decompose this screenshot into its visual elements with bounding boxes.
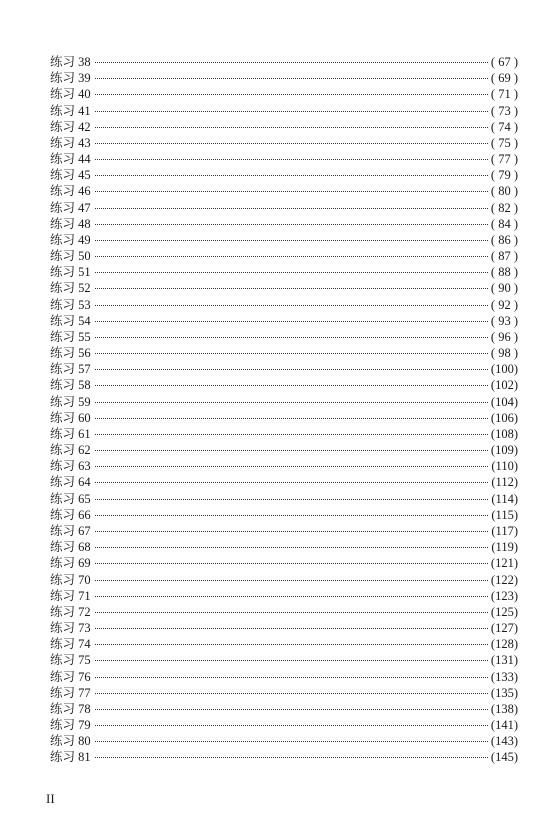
dot-leader — [95, 466, 489, 467]
toc-entry-page: (100) — [490, 362, 518, 377]
toc-entry-title: 练习 68 — [50, 540, 91, 555]
toc-entry-title: 练习 44 — [50, 152, 91, 167]
toc-entry-title: 练习 81 — [50, 750, 91, 765]
dot-leader — [95, 305, 488, 306]
toc-entry-page: ( 93 ) — [490, 313, 518, 328]
toc-entry-title: 练习 48 — [50, 216, 91, 231]
toc-entry[interactable] — [50, 685, 518, 701]
dot-leader — [95, 321, 488, 322]
dot-leader — [95, 369, 488, 370]
toc-entry-title: 练习 41 — [50, 103, 91, 118]
toc-entry-title: 练习 55 — [50, 329, 91, 344]
toc-entry[interactable] — [50, 135, 518, 151]
dot-leader — [95, 677, 488, 678]
toc-entry-page: (110) — [491, 459, 518, 474]
dot-leader — [95, 547, 489, 548]
toc-entry-title: 练习 64 — [50, 475, 91, 490]
toc-entry-page: ( 71 ) — [490, 87, 518, 102]
toc-entry-page: (138) — [490, 701, 518, 716]
dot-leader — [95, 208, 488, 209]
dot-leader — [95, 450, 488, 451]
toc-entry[interactable] — [50, 539, 518, 555]
toc-entry-page: ( 74 ) — [490, 119, 518, 134]
toc-entry-title: 练习 52 — [50, 281, 91, 296]
toc-entry-title: 练习 75 — [50, 653, 91, 668]
dot-leader — [95, 418, 488, 419]
toc-entry-title: 练习 54 — [50, 313, 91, 328]
toc-entry-page: (123) — [490, 588, 518, 603]
toc-entry-title: 练习 43 — [50, 135, 91, 150]
dot-leader — [95, 482, 489, 483]
toc-entry-title: 练习 46 — [50, 184, 91, 199]
toc-entry-title: 练习 60 — [50, 410, 91, 425]
toc-entry-page: (106) — [490, 410, 518, 425]
toc-entry-title: 练习 77 — [50, 685, 91, 700]
toc-entry-page: (145) — [490, 750, 518, 765]
toc-entry[interactable] — [50, 167, 518, 183]
toc-entry[interactable] — [50, 345, 518, 361]
toc-entry-title: 练习 69 — [50, 556, 91, 571]
toc-entry-title: 练习 80 — [50, 734, 91, 749]
toc-entry[interactable] — [50, 394, 518, 410]
toc-entry-page: ( 98 ) — [490, 346, 518, 361]
toc-entry[interactable] — [50, 555, 518, 571]
dot-leader — [95, 143, 488, 144]
dot-leader — [95, 644, 488, 645]
toc-entry-title: 练习 50 — [50, 249, 91, 264]
toc-entry-title: 练习 47 — [50, 200, 91, 215]
dot-leader — [95, 402, 488, 403]
toc-entry-page: (135) — [490, 685, 518, 700]
toc-entry-title: 练习 79 — [50, 718, 91, 733]
toc-entry[interactable] — [50, 183, 518, 199]
toc-entry[interactable] — [50, 86, 518, 102]
dot-leader — [95, 224, 488, 225]
dot-leader — [95, 159, 488, 160]
dot-leader — [95, 78, 488, 79]
toc-entry-page: (127) — [490, 621, 518, 636]
toc-entry-title: 练习 78 — [50, 701, 91, 716]
dot-leader — [95, 240, 488, 241]
toc-entry-page: (119) — [491, 540, 518, 555]
toc-entry-title: 练习 66 — [50, 507, 91, 522]
toc-entry-page: ( 92 ) — [490, 297, 518, 312]
toc-entry[interactable] — [50, 636, 518, 652]
toc-entry-title: 练习 67 — [50, 523, 91, 538]
toc-entry[interactable] — [50, 491, 518, 507]
dot-leader — [95, 660, 488, 661]
toc-entry-title: 练习 73 — [50, 621, 91, 636]
toc-entry-page: (104) — [490, 394, 518, 409]
toc-entry-title: 练习 61 — [50, 426, 91, 441]
toc-entry[interactable] — [50, 297, 518, 313]
toc-entry[interactable] — [50, 733, 518, 749]
dot-leader — [95, 612, 488, 613]
toc-entry-page: (143) — [490, 734, 518, 749]
toc-entry-title: 练习 59 — [50, 394, 91, 409]
toc-entry[interactable] — [50, 507, 518, 523]
toc-entry-title: 练习 57 — [50, 362, 91, 377]
toc-entry[interactable] — [50, 377, 518, 393]
toc-entry-title: 练习 56 — [50, 346, 91, 361]
toc-entry[interactable] — [50, 749, 518, 765]
table-of-contents — [50, 54, 518, 766]
dot-leader — [95, 94, 488, 95]
dot-leader — [95, 693, 488, 694]
toc-entry-page: (115) — [491, 507, 518, 522]
toc-entry[interactable] — [50, 280, 518, 296]
toc-entry-page: (108) — [490, 426, 518, 441]
toc-entry[interactable] — [50, 54, 518, 70]
toc-entry-title: 练习 65 — [50, 491, 91, 506]
dot-leader — [95, 127, 488, 128]
toc-entry[interactable] — [50, 248, 518, 264]
toc-entry-title: 练习 49 — [50, 232, 91, 247]
toc-entry-title: 练习 38 — [50, 55, 91, 69]
toc-entry[interactable] — [50, 701, 518, 717]
dot-leader — [95, 434, 488, 435]
dot-leader — [95, 288, 488, 289]
toc-entry-page: (117) — [491, 523, 518, 538]
dot-leader — [95, 757, 488, 758]
toc-entry[interactable] — [50, 588, 518, 604]
page-number: II — [46, 791, 55, 806]
toc-entry-page: (125) — [490, 604, 518, 619]
toc-entry-title: 练习 74 — [50, 637, 91, 652]
toc-entry[interactable] — [50, 151, 518, 167]
toc-entry[interactable] — [50, 458, 518, 474]
toc-entry-page: (121) — [490, 556, 518, 571]
toc-entry[interactable] — [50, 572, 518, 588]
toc-entry-page: ( 96 ) — [490, 329, 518, 344]
toc-entry-page: ( 79 ) — [490, 168, 518, 183]
toc-entry-title: 练习 76 — [50, 669, 91, 684]
toc-entry[interactable] — [50, 119, 518, 135]
toc-entry-title: 练习 72 — [50, 604, 91, 619]
dot-leader — [95, 628, 488, 629]
toc-entry-title: 练习 51 — [50, 265, 91, 280]
dot-leader — [95, 709, 488, 710]
toc-entry-title: 练习 42 — [50, 119, 91, 134]
toc-entry[interactable] — [50, 329, 518, 345]
toc-entry-page: (122) — [490, 572, 518, 587]
toc-entry-page: ( 82 ) — [490, 200, 518, 215]
toc-entry-title: 练习 71 — [50, 588, 91, 603]
dot-leader — [95, 596, 488, 597]
dot-leader — [95, 337, 488, 338]
toc-entry-page: (109) — [490, 443, 518, 458]
toc-entry-page: ( 67 ) — [490, 55, 518, 69]
dot-leader — [95, 725, 488, 726]
toc-entry[interactable] — [50, 652, 518, 668]
dot-leader — [95, 741, 488, 742]
toc-entry[interactable] — [50, 620, 518, 636]
dot-leader — [95, 385, 488, 386]
toc-entry-page: (131) — [490, 653, 518, 668]
toc-entry-page: (102) — [490, 378, 518, 393]
toc-entry-title: 练习 63 — [50, 459, 91, 474]
toc-entry[interactable] — [50, 200, 518, 216]
toc-entry-page: ( 73 ) — [490, 103, 518, 118]
toc-entry-page: ( 77 ) — [490, 152, 518, 167]
toc-entry-title: 练习 58 — [50, 378, 91, 393]
toc-entry[interactable] — [50, 103, 518, 119]
toc-entry[interactable] — [50, 313, 518, 329]
toc-entry-page: (128) — [490, 637, 518, 652]
toc-entry-page: (112) — [491, 475, 518, 490]
toc-entry[interactable] — [50, 426, 518, 442]
toc-entry[interactable] — [50, 70, 518, 86]
toc-entry-page: (114) — [491, 491, 518, 506]
toc-entry-title: 练习 70 — [50, 572, 91, 587]
dot-leader — [95, 580, 488, 581]
toc-entry-page: ( 75 ) — [490, 135, 518, 150]
toc-entry-page: ( 90 ) — [490, 281, 518, 296]
toc-entry[interactable] — [50, 361, 518, 377]
toc-entry-page: ( 86 ) — [490, 232, 518, 247]
toc-entry[interactable] — [50, 264, 518, 280]
toc-entry[interactable] — [50, 216, 518, 232]
dot-leader — [95, 563, 488, 564]
toc-entry-page: ( 80 ) — [490, 184, 518, 199]
dot-leader — [95, 191, 488, 192]
dot-leader — [95, 256, 488, 257]
toc-entry-page: (133) — [490, 669, 518, 684]
dot-leader — [95, 531, 489, 532]
toc-entry-title: 练习 39 — [50, 71, 91, 86]
dot-leader — [95, 353, 488, 354]
toc-entry[interactable] — [50, 232, 518, 248]
toc-entry[interactable] — [50, 410, 518, 426]
toc-entry-title: 练习 53 — [50, 297, 91, 312]
toc-entry[interactable] — [50, 474, 518, 490]
toc-entry-title: 练习 40 — [50, 87, 91, 102]
toc-entry[interactable] — [50, 523, 518, 539]
dot-leader — [95, 272, 488, 273]
toc-entry[interactable] — [50, 717, 518, 733]
dot-leader — [95, 111, 488, 112]
dot-leader — [95, 62, 488, 63]
dot-leader — [95, 515, 489, 516]
toc-entry[interactable] — [50, 442, 518, 458]
toc-entry-page: ( 88 ) — [490, 265, 518, 280]
toc-entry-title: 练习 62 — [50, 443, 91, 458]
toc-entry-page: (141) — [490, 718, 518, 733]
toc-entry-page: ( 84 ) — [490, 216, 518, 231]
toc-entry-title: 练习 45 — [50, 168, 91, 183]
dot-leader — [95, 175, 488, 176]
toc-entry-page: ( 87 ) — [490, 249, 518, 264]
dot-leader — [95, 499, 489, 500]
toc-entry[interactable] — [50, 604, 518, 620]
toc-entry[interactable] — [50, 669, 518, 685]
toc-entry-page: ( 69 ) — [490, 71, 518, 86]
